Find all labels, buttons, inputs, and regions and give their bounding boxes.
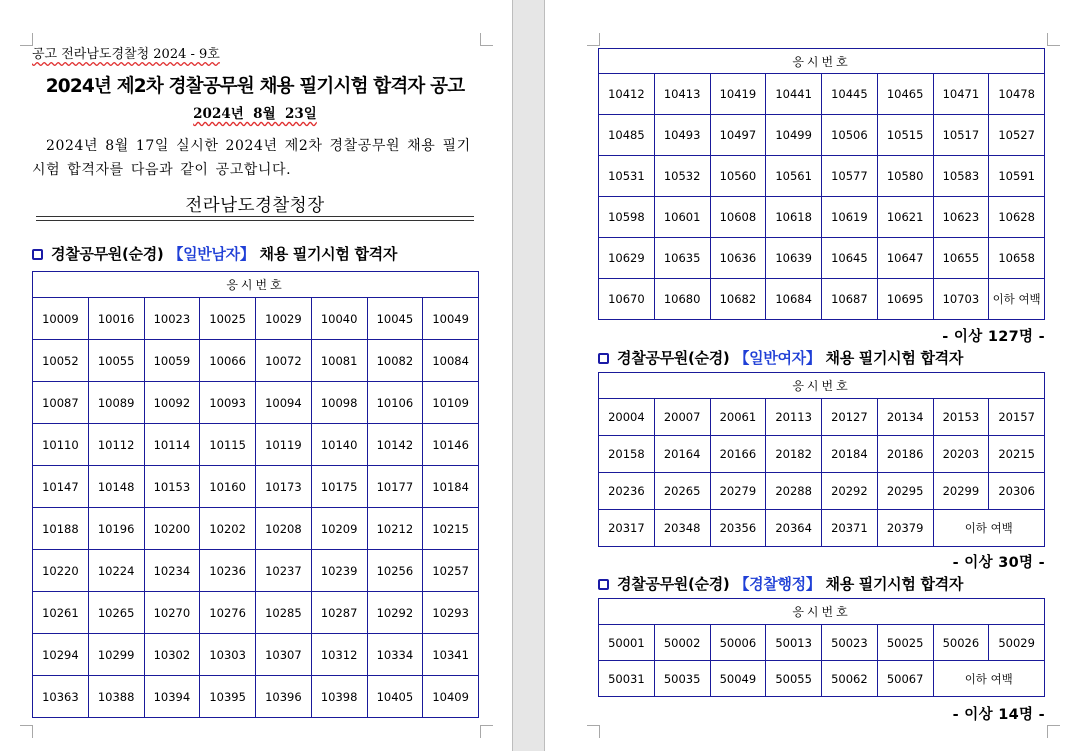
roster-table-admin — [598, 598, 1045, 697]
exam-number-cell: 10115 — [200, 424, 256, 466]
exam-number-cell: 10202 — [200, 508, 256, 550]
table-header: 응시번호 — [599, 49, 1045, 74]
exam-number-cell: 10177 — [367, 466, 423, 508]
exam-number-cell: 10147 — [33, 466, 89, 508]
exam-number-cell: 20186 — [877, 436, 933, 473]
square-bullet-icon — [32, 249, 43, 260]
exam-number-cell: 50035 — [654, 661, 710, 697]
exam-number-cell: 10598 — [599, 197, 655, 238]
exam-number-cell: 10618 — [766, 197, 822, 238]
exam-number-cell: 10645 — [822, 238, 878, 279]
exam-number-cell: 10066 — [200, 340, 256, 382]
exam-number-cell: 10413 — [654, 74, 710, 115]
table-row — [599, 115, 1045, 156]
blank-note-cell: 이하 여백 — [933, 661, 1045, 697]
exam-number-cell: 10363 — [33, 676, 89, 718]
exam-number-cell: 20348 — [654, 510, 710, 547]
exam-number-cell: 20004 — [599, 399, 655, 436]
table-row — [33, 508, 479, 550]
exam-number-cell: 10016 — [88, 298, 144, 340]
exam-number-cell: 10307 — [256, 634, 312, 676]
roster-table-male-page1 — [32, 271, 479, 718]
section-suffix: 채용 필기시험 합격자 — [259, 245, 398, 263]
crop-mark — [587, 725, 600, 738]
exam-number-cell: 20295 — [877, 473, 933, 510]
exam-number-cell: 10412 — [599, 74, 655, 115]
exam-number-cell: 20215 — [989, 436, 1045, 473]
exam-number-cell: 50023 — [822, 625, 878, 661]
document-page-left — [0, 0, 512, 751]
exam-number-cell: 10561 — [766, 156, 822, 197]
crop-mark — [1047, 725, 1060, 738]
exam-number-cell: 10089 — [88, 382, 144, 424]
exam-number-cell: 10087 — [33, 382, 89, 424]
exam-number-cell: 50067 — [877, 661, 933, 697]
exam-number-cell: 50013 — [766, 625, 822, 661]
table-row — [599, 238, 1045, 279]
document-date: 2024년 8월 23일 — [193, 106, 317, 122]
exam-number-cell: 10045 — [367, 298, 423, 340]
exam-number-cell: 20356 — [710, 510, 766, 547]
crop-mark — [587, 33, 600, 46]
exam-number-cell: 10084 — [423, 340, 479, 382]
exam-number-cell: 10098 — [311, 382, 367, 424]
exam-number-cell: 10009 — [33, 298, 89, 340]
exam-number-cell: 10294 — [33, 634, 89, 676]
exam-number-cell: 50025 — [877, 625, 933, 661]
exam-number-cell: 20317 — [599, 510, 655, 547]
crop-mark — [1047, 33, 1060, 46]
exam-number-cell: 10478 — [989, 74, 1045, 115]
exam-number-cell: 10560 — [710, 156, 766, 197]
exam-number-cell: 10265 — [88, 592, 144, 634]
exam-number-cell: 10173 — [256, 466, 312, 508]
exam-number-cell: 10302 — [144, 634, 200, 676]
exam-number-cell: 20371 — [822, 510, 878, 547]
exam-number-cell: 10092 — [144, 382, 200, 424]
exam-number-cell: 10695 — [877, 279, 933, 320]
exam-number-cell: 10094 — [256, 382, 312, 424]
exam-number-cell: 50006 — [710, 625, 766, 661]
exam-number-cell: 20134 — [877, 399, 933, 436]
square-bullet-icon — [598, 579, 609, 590]
section-title-female — [598, 347, 963, 368]
exam-number-cell: 10499 — [766, 115, 822, 156]
exam-number-cell: 10142 — [367, 424, 423, 466]
exam-number-cell: 10184 — [423, 466, 479, 508]
exam-number-cell: 20166 — [710, 436, 766, 473]
exam-number-cell: 20265 — [654, 473, 710, 510]
exam-number-cell: 20113 — [766, 399, 822, 436]
exam-number-cell: 10040 — [311, 298, 367, 340]
exam-number-cell: 10081 — [311, 340, 367, 382]
count-female: - 이상 30명 - — [952, 555, 1045, 571]
exam-number-cell: 10212 — [367, 508, 423, 550]
section-suffix: 채용 필기시험 합격자 — [825, 349, 964, 367]
exam-number-cell: 20007 — [654, 399, 710, 436]
exam-number-cell: 10405 — [367, 676, 423, 718]
exam-number-cell: 20379 — [877, 510, 933, 547]
exam-number-cell: 10055 — [88, 340, 144, 382]
exam-number-cell: 10532 — [654, 156, 710, 197]
exam-number-cell: 50031 — [599, 661, 655, 697]
table-row — [599, 74, 1045, 115]
exam-number-cell: 50062 — [822, 661, 878, 697]
table-row — [599, 197, 1045, 238]
exam-number-cell: 10148 — [88, 466, 144, 508]
exam-number-cell: 10059 — [144, 340, 200, 382]
exam-number-cell: 20153 — [933, 399, 989, 436]
exam-number-cell: 10419 — [710, 74, 766, 115]
square-bullet-icon — [598, 353, 609, 364]
exam-number-cell: 10517 — [933, 115, 989, 156]
exam-number-cell: 10591 — [989, 156, 1045, 197]
count-male: - 이상 127명 - — [942, 329, 1045, 345]
exam-number-cell: 10029 — [256, 298, 312, 340]
table-header: 응시번호 — [599, 373, 1045, 399]
exam-number-cell: 10208 — [256, 508, 312, 550]
table-row — [599, 156, 1045, 197]
exam-number-cell: 20288 — [766, 473, 822, 510]
blank-note-cell: 이하 여백 — [933, 510, 1045, 547]
exam-number-cell: 10234 — [144, 550, 200, 592]
section-title-male — [32, 243, 397, 264]
section-category: 【일반남자】 — [168, 245, 255, 263]
exam-number-cell: 20203 — [933, 436, 989, 473]
exam-number-cell: 10023 — [144, 298, 200, 340]
exam-number-cell: 10276 — [200, 592, 256, 634]
table-row — [599, 473, 1045, 510]
exam-number-cell: 10209 — [311, 508, 367, 550]
exam-number-cell: 10493 — [654, 115, 710, 156]
exam-number-cell: 10647 — [877, 238, 933, 279]
table-row — [599, 661, 1045, 697]
exam-number-cell: 10114 — [144, 424, 200, 466]
exam-number-cell: 10601 — [654, 197, 710, 238]
exam-number-cell: 10239 — [311, 550, 367, 592]
exam-number-cell: 10658 — [989, 238, 1045, 279]
exam-number-cell: 10580 — [877, 156, 933, 197]
exam-number-cell: 10527 — [989, 115, 1045, 156]
exam-number-cell: 10506 — [822, 115, 878, 156]
exam-number-cell: 10395 — [200, 676, 256, 718]
exam-number-cell: 20236 — [599, 473, 655, 510]
exam-number-cell: 10655 — [933, 238, 989, 279]
exam-number-cell: 20182 — [766, 436, 822, 473]
issuer-name: 전라남도경찰청장 — [185, 196, 325, 216]
exam-number-cell: 50026 — [933, 625, 989, 661]
exam-number-cell: 10025 — [200, 298, 256, 340]
exam-number-cell: 10577 — [822, 156, 878, 197]
exam-number-cell: 10215 — [423, 508, 479, 550]
exam-number-cell: 10623 — [933, 197, 989, 238]
exam-number-cell: 20306 — [989, 473, 1045, 510]
exam-number-cell: 10106 — [367, 382, 423, 424]
exam-number-cell: 10394 — [144, 676, 200, 718]
exam-number-cell: 10703 — [933, 279, 989, 320]
exam-number-cell: 10409 — [423, 676, 479, 718]
exam-number-cell: 10497 — [710, 115, 766, 156]
exam-number-cell: 10312 — [311, 634, 367, 676]
exam-number-cell: 10237 — [256, 550, 312, 592]
section-suffix: 채용 필기시험 합격자 — [825, 575, 964, 593]
exam-number-cell: 10465 — [877, 74, 933, 115]
crop-mark — [480, 725, 493, 738]
exam-number-cell: 10261 — [33, 592, 89, 634]
section-category: 【일반여자】 — [734, 349, 821, 367]
double-divider — [36, 216, 474, 221]
table-row — [33, 340, 479, 382]
table-row — [599, 625, 1045, 661]
table-row — [33, 424, 479, 466]
exam-number-cell: 10396 — [256, 676, 312, 718]
exam-number-cell: 10112 — [88, 424, 144, 466]
exam-number-cell: 10398 — [311, 676, 367, 718]
exam-number-cell: 20164 — [654, 436, 710, 473]
exam-number-cell: 10629 — [599, 238, 655, 279]
section-title-admin — [598, 573, 963, 594]
exam-number-cell: 10628 — [989, 197, 1045, 238]
count-admin: - 이상 14명 - — [952, 707, 1045, 723]
exam-number-cell: 10583 — [933, 156, 989, 197]
section-prefix: 경찰공무원(순경) — [617, 349, 730, 367]
exam-number-cell: 20279 — [710, 473, 766, 510]
exam-number-cell: 10334 — [367, 634, 423, 676]
page-gutter — [512, 0, 545, 751]
exam-number-cell: 10220 — [33, 550, 89, 592]
section-prefix: 경찰공무원(순경) — [51, 245, 164, 263]
section-prefix: 경찰공무원(순경) — [617, 575, 730, 593]
exam-number-cell: 50049 — [710, 661, 766, 697]
exam-number-cell: 10639 — [766, 238, 822, 279]
exam-number-cell: 10680 — [654, 279, 710, 320]
exam-number-cell: 10303 — [200, 634, 256, 676]
exam-number-cell: 10200 — [144, 508, 200, 550]
exam-number-cell: 10236 — [200, 550, 256, 592]
exam-number-cell: 20157 — [989, 399, 1045, 436]
exam-number-cell: 20299 — [933, 473, 989, 510]
exam-number-cell: 20061 — [710, 399, 766, 436]
table-row — [33, 382, 479, 424]
exam-number-cell: 10441 — [766, 74, 822, 115]
exam-number-cell: 10485 — [599, 115, 655, 156]
document-title: 2024년 제2차 경찰공무원 채용 필기시험 합격자 공고 — [45, 76, 465, 97]
exam-number-cell: 10293 — [423, 592, 479, 634]
exam-number-cell: 20364 — [766, 510, 822, 547]
exam-number-cell: 50001 — [599, 625, 655, 661]
exam-number-cell: 20292 — [822, 473, 878, 510]
exam-number-cell: 10109 — [423, 382, 479, 424]
table-row — [33, 676, 479, 718]
table-header: 응시번호 — [599, 599, 1045, 625]
exam-number-cell: 10052 — [33, 340, 89, 382]
exam-number-cell: 10471 — [933, 74, 989, 115]
exam-number-cell: 10049 — [423, 298, 479, 340]
table-row — [599, 399, 1045, 436]
exam-number-cell: 10110 — [33, 424, 89, 466]
exam-number-cell: 10341 — [423, 634, 479, 676]
exam-number-cell: 10285 — [256, 592, 312, 634]
exam-number-cell: 10270 — [144, 592, 200, 634]
exam-number-cell: 10153 — [144, 466, 200, 508]
exam-number-cell: 이하 여백 — [989, 279, 1045, 320]
exam-number-cell: 10196 — [88, 508, 144, 550]
table-row — [33, 298, 479, 340]
exam-number-cell: 10082 — [367, 340, 423, 382]
table-row — [33, 634, 479, 676]
exam-number-cell: 10093 — [200, 382, 256, 424]
exam-number-cell: 10256 — [367, 550, 423, 592]
document-date-wrap — [32, 102, 478, 122]
exam-number-cell: 20158 — [599, 436, 655, 473]
document-body-text: 2024년 8월 17일 실시한 2024년 제2차 경찰공무원 채용 필기시험 합격자를 다음과 같이 공고합니다. — [32, 138, 471, 178]
section-category: 【경찰행정】 — [734, 575, 821, 593]
notice-number: 공고 전라남도경찰청 2024 - 9호 — [32, 47, 220, 62]
table-row — [599, 279, 1045, 320]
table-header: 응시번호 — [33, 272, 479, 298]
exam-number-cell: 50002 — [654, 625, 710, 661]
exam-number-cell: 10140 — [311, 424, 367, 466]
exam-number-cell: 10299 — [88, 634, 144, 676]
crop-mark — [480, 33, 493, 46]
table-row — [33, 592, 479, 634]
exam-number-cell: 10072 — [256, 340, 312, 382]
exam-number-cell: 10682 — [710, 279, 766, 320]
table-row — [599, 436, 1045, 473]
exam-number-cell: 10608 — [710, 197, 766, 238]
exam-number-cell: 10684 — [766, 279, 822, 320]
exam-number-cell: 10687 — [822, 279, 878, 320]
exam-number-cell: 10119 — [256, 424, 312, 466]
exam-number-cell: 10224 — [88, 550, 144, 592]
exam-number-cell: 50055 — [766, 661, 822, 697]
roster-table-female — [598, 372, 1045, 547]
exam-number-cell: 10146 — [423, 424, 479, 466]
exam-number-cell: 10445 — [822, 74, 878, 115]
exam-number-cell: 10160 — [200, 466, 256, 508]
exam-number-cell: 10188 — [33, 508, 89, 550]
exam-number-cell: 10531 — [599, 156, 655, 197]
exam-number-cell: 10292 — [367, 592, 423, 634]
table-row — [599, 510, 1045, 547]
roster-table-male-page2 — [598, 48, 1045, 320]
table-row — [33, 466, 479, 508]
crop-mark — [20, 725, 33, 738]
exam-number-cell: 50029 — [989, 625, 1045, 661]
exam-number-cell: 10175 — [311, 466, 367, 508]
exam-number-cell: 10635 — [654, 238, 710, 279]
exam-number-cell: 10619 — [822, 197, 878, 238]
exam-number-cell: 10515 — [877, 115, 933, 156]
exam-number-cell: 10621 — [877, 197, 933, 238]
table-row — [33, 550, 479, 592]
exam-number-cell: 10670 — [599, 279, 655, 320]
exam-number-cell: 10388 — [88, 676, 144, 718]
exam-number-cell: 20127 — [822, 399, 878, 436]
exam-number-cell: 20184 — [822, 436, 878, 473]
exam-number-cell: 10636 — [710, 238, 766, 279]
document-page-right — [545, 0, 1089, 751]
exam-number-cell: 10287 — [311, 592, 367, 634]
exam-number-cell: 10257 — [423, 550, 479, 592]
